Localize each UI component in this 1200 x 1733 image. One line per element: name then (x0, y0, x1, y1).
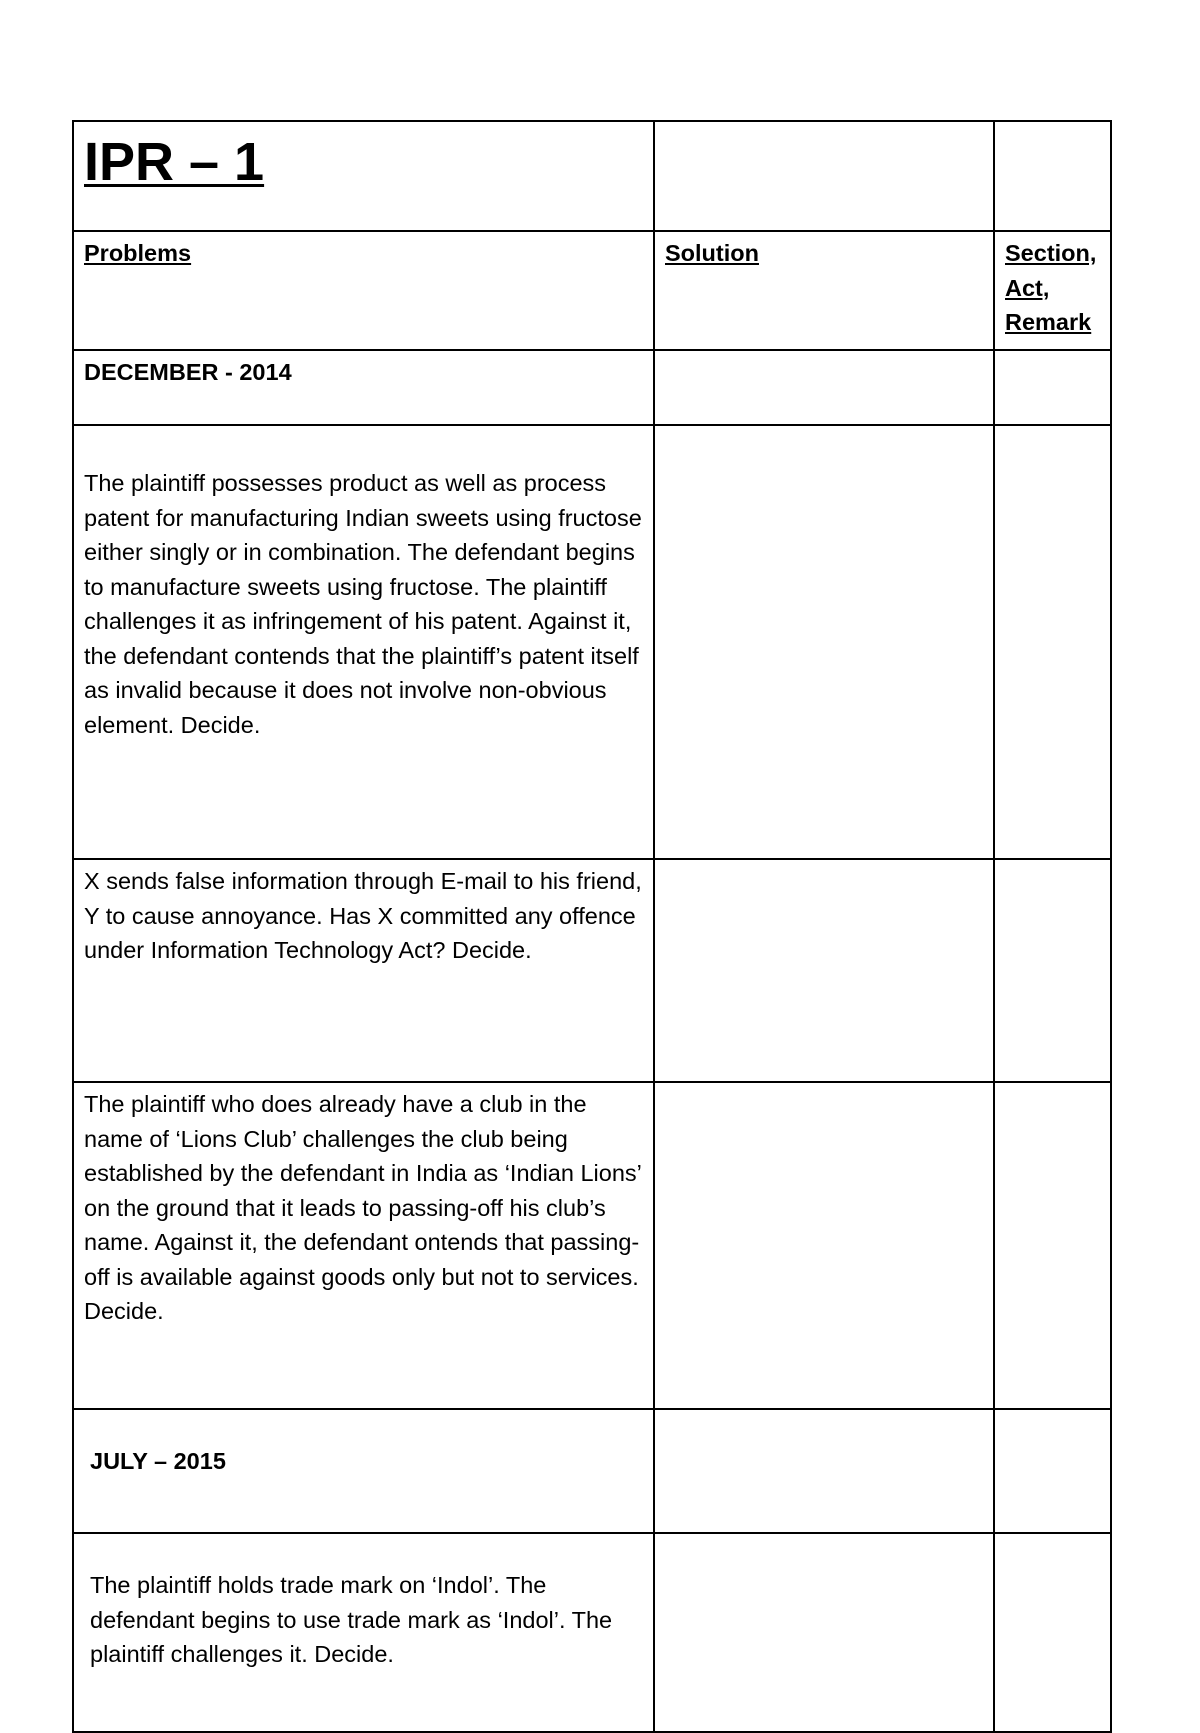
section-act-remark-cell (994, 425, 1111, 859)
table-row (73, 1533, 1111, 1732)
solution-cell (654, 1533, 994, 1732)
title-solution-cell (654, 121, 994, 231)
table-row (73, 425, 1111, 859)
problem-cell (73, 1082, 654, 1409)
ipr-problems-table (72, 120, 1112, 1733)
problems-header-cell (73, 231, 654, 350)
solution-cell (654, 1082, 994, 1409)
solution-header-cell (654, 231, 994, 350)
column-header-row (73, 231, 1111, 350)
problem-text: The plaintiff possesses product as well as process patent for manufacturing Indian sweets using fructose either singly or in combination. The defendant begins to manufacture sweets using fructose. The plaintiff challenges it as infringement of his patent. Against it, the defendant contends that the plaintiff’s patent itself as invalid because it does not involve non-obvious element. Decide. (84, 470, 642, 738)
title-row (73, 121, 1111, 231)
solution-cell (654, 350, 994, 425)
problem-cell (73, 859, 654, 1082)
section-act-remark-cell (994, 1082, 1111, 1409)
section-act-remark-cell (994, 859, 1111, 1082)
problem-cell (73, 425, 654, 859)
section-act-remark-column-header: Section, Act, Remark (1005, 240, 1097, 335)
problem-cell (73, 1533, 654, 1732)
section-act-remark-cell (994, 1409, 1111, 1533)
section-act-remark-cell (994, 350, 1111, 425)
problems-column-header: Problems (84, 240, 192, 266)
section-header-cell-december-2014 (73, 350, 654, 425)
title-cell (73, 121, 654, 231)
section-header-december-2014: DECEMBER - 2014 (84, 359, 292, 385)
section-header-cell-july-2015 (73, 1409, 654, 1533)
table-row (73, 859, 1111, 1082)
problem-text: The plaintiff who does already have a club in the name of ‘Lions Club’ challenges the club being established by the defendant in India as ‘Indian Lions’ on the ground that it leads to passing-off his club’s name. Against it, the defendant ontends that passing-off is available against goods only but not to services. Decide. (84, 1091, 642, 1324)
document-title: IPR – 1 (84, 132, 265, 192)
section-header-july-2015: JULY – 2015 (90, 1448, 226, 1474)
table-row (73, 1082, 1111, 1409)
section-header-row (73, 350, 1111, 425)
section-header-row (73, 1409, 1111, 1533)
problem-text: X sends false information through E-mail to his friend, Y to cause annoyance. Has X committed any offence under Information Technology Act? Decide. (84, 868, 642, 963)
section-act-remark-cell (994, 1533, 1111, 1732)
solution-cell (654, 1409, 994, 1533)
problem-text: The plaintiff holds trade mark on ‘Indol’. The defendant begins to use trade mark as ‘Indol’. The plaintiff challenges it. Decide. (90, 1572, 613, 1667)
solution-column-header: Solution (665, 240, 759, 266)
solution-cell (654, 859, 994, 1082)
section-header-cell (994, 231, 1111, 350)
title-section-cell (994, 121, 1111, 231)
solution-cell (654, 425, 994, 859)
